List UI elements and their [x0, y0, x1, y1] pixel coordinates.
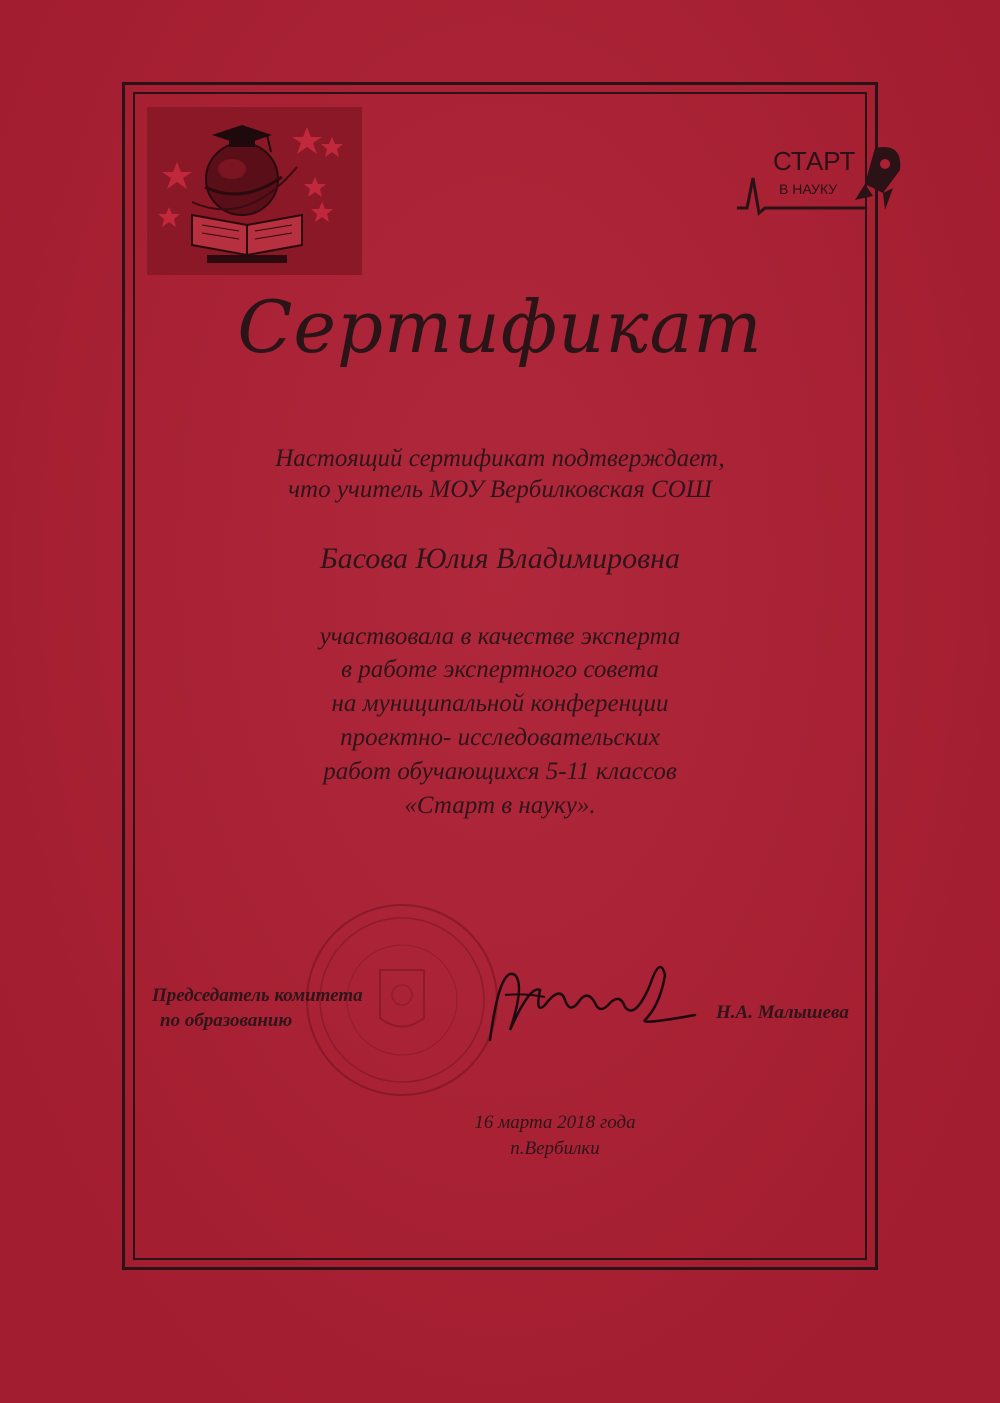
date-place-block: [355, 1110, 755, 1162]
logo-text-start: СТАРТ: [773, 146, 856, 176]
body-line: проектно- исследовательских: [340, 724, 660, 751]
body-line: в работе экспертного совета: [341, 656, 659, 683]
recipient-name: Басова Юлия Владимировна: [319, 542, 681, 575]
signer-name: Н.А. Малышева: [716, 1002, 849, 1023]
intro-line-2: что учитель МОУ Вербилковская СОШ: [288, 476, 712, 503]
handwritten-signature: [470, 945, 700, 1055]
issue-date: 16 марта 2018 года: [474, 1112, 636, 1133]
body-line: работ обучающихся 5-11 классов: [323, 758, 677, 785]
issue-place: п.Вербилки: [510, 1138, 600, 1159]
logo-text-nauku: В НАУКУ: [779, 181, 838, 197]
signer-position-line-2: по образованию: [160, 1010, 293, 1031]
intro-line-1: Настоящий сертификат подтверждает,: [275, 445, 725, 472]
signer-position-line-1: Председатель комитета: [152, 985, 363, 1006]
body-line: участвовала в качестве эксперта: [319, 623, 681, 650]
signature-icon: [470, 945, 700, 1055]
rocket-icon: [735, 138, 905, 218]
certificate-title: Сертификат: [237, 285, 763, 369]
body-line: на муниципальной конференции: [331, 690, 669, 717]
start-v-nauku-logo: [735, 138, 905, 218]
globe-book-icon: [147, 107, 362, 275]
body-line: «Старт в науку».: [404, 792, 596, 819]
school-emblem-logo: [147, 107, 362, 275]
